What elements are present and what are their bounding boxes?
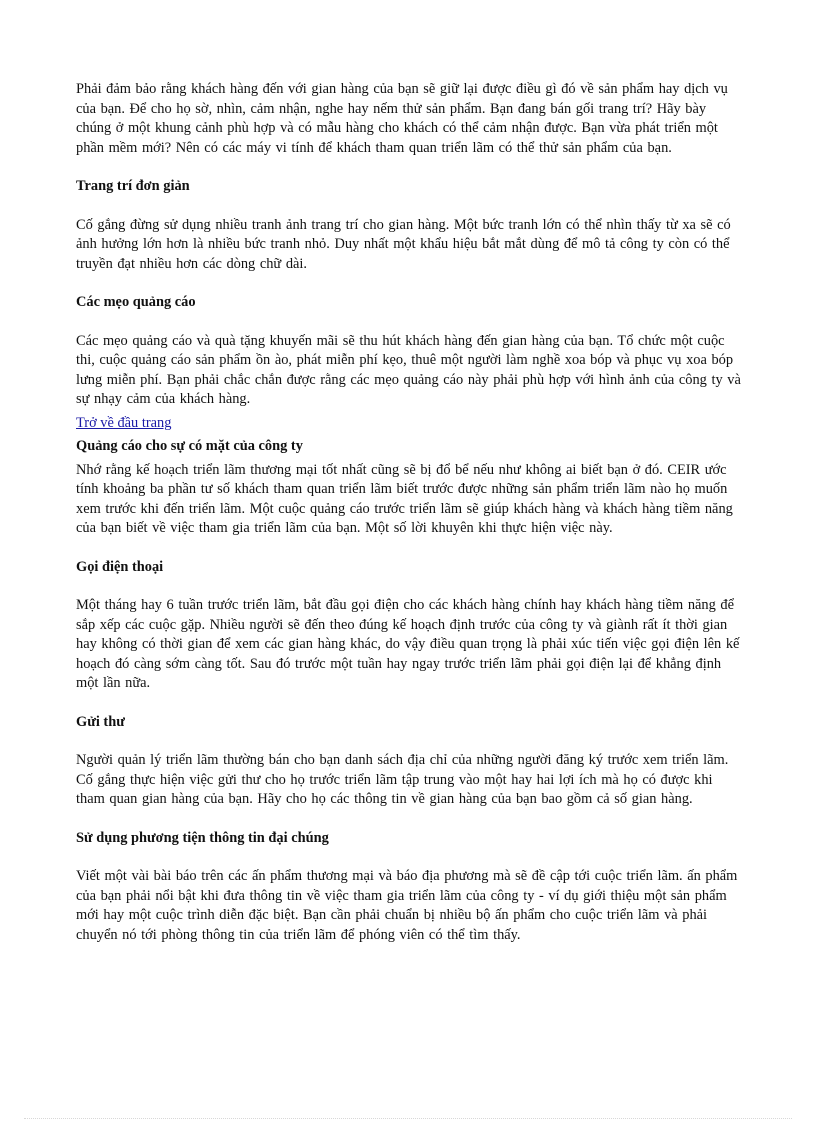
section-body-phone-calls: Một tháng hay 6 tuần trước triển lãm, bắt đầu gọi điện cho các khách hàng chính hay khách hàng tiềm năng để sắp xếp các cuộc gặp. Nhiều người sẽ đến theo đúng kế hoạch định trước của công ty và giành rất ít thời gian hay không có thời gian để xem các gian hàng khác, do vậy điều quan trọng là phải xúc tiến việc gọi điện lên kế hoạch đó càng sớm càng tốt. Sau đó trước một tuần hay ngay trước triển lãm phải gọi điện lại để khẳng định một lần nữa. [76, 597, 740, 691]
section-body-mailing: Người quản lý triển lãm thường bán cho bạn danh sách địa chỉ của những người đăng ký trước xem triển lãm. Cố gắng thực hiện việc gửi thư cho họ trước triển lãm tập trung vào một hay hai lợi ích mà họ có được khi tham quan gian hàng của bạn. Hãy cho họ các thông tin về gian hàng của bạn bao gồm cả số gian hàng. [76, 752, 729, 807]
section-heading-mailing: Gửi thư [76, 713, 125, 730]
back-to-top-link[interactable]: Trở về đầu trang [76, 414, 172, 431]
section-body-simple-decoration: Cố gắng đừng sử dụng nhiều tranh ảnh trang trí cho gian hàng. Một bức tranh lớn có thể nhìn thấy từ xa sẽ có ảnh hưởng lớn hơn là nhiều bức tranh nhỏ. Duy nhất một khẩu hiệu bắt mắt dùng để mô tả công ty còn có thể truyền đạt nhiều hơn các dòng chữ dài. [76, 216, 731, 272]
section-heading-simple-decoration: Trang trí đơn giản [76, 178, 190, 194]
page-bottom-divider [24, 1118, 792, 1119]
section-heading-company-presence: Quảng cáo cho sự có mặt của công ty [76, 438, 303, 454]
document-page [76, 80, 744, 945]
intro-paragraph: Phải đảm bảo rằng khách hàng đến với gian hàng của bạn sẽ giữ lại được điều gì đó về sản phẩm hay dịch vụ của bạn. Để cho họ sờ, nhìn, cảm nhận, nghe hay nếm thử sản phẩm. Bạn đang bán gối trang trí? Hãy bày chúng ở một khung cảnh phù hợp và có mẫu hàng cho khách có thể cảm nhận được. Bạn vừa phát triển một phần mềm mới? Nên có các máy vi tính để khách tham quan triển lãm có thể thử sản phẩm của bạn. [76, 81, 728, 156]
section-body-mass-media: Viết một vài bài báo trên các ấn phẩm thương mại và báo địa phương mà sẽ đề cập tới cuộc triển lãm. ấn phẩm của bạn phải nổi bật khi đưa thông tin về việc tham gia triển lãm của công ty - ví dụ giới thiệu một sản phẩm mới hay một cuộc trình diễn đặc biệt. Bạn cần phải chuẩn bị nhiều bộ ấn phẩm cho cuộc triển lãm và phải chuyển nó tới phòng thông tin của triển lãm để phóng viên có thể tìm thấy. [76, 868, 738, 943]
section-heading-promo-tips: Các mẹo quảng cáo [76, 294, 196, 310]
section-body-company-presence: Nhớ rằng kế hoạch triển lãm thương mại tốt nhất cũng sẽ bị đổ bể nếu như không ai biết bạn ở đó. CEIR ước tính khoảng ba phần tư số khách tham quan triển lãm biết trước được những sản phẩm triển lãm nào họ muốn xem trước khi đến triển lãm. Một cuộc quảng cáo trước triển lãm sẽ giúp khách hàng và khách hàng tiềm năng của bạn biết về việc tham gia triển lãm của bạn. Một số lời khuyên khi thực hiện việc này. [76, 461, 733, 536]
section-body-promo-tips: Các mẹo quảng cáo và quà tặng khuyến mãi sẽ thu hút khách hàng đến gian hàng của bạn. Tổ chức một cuộc thi, cuộc quảng cáo sản phẩm ồn ào, phát miễn phí kẹo, thuê một người làm nghề xoa bóp và phục vụ xoa bóp lưng miễn phí. Bạn phải chắc chắn được rằng các mẹo quảng cáo này phải phù hợp với hình ảnh của công ty và sự nhạy cảm của khách hàng. [76, 332, 741, 407]
section-heading-mass-media: Sử dụng phương tiện thông tin đại chúng [76, 829, 329, 846]
section-heading-phone-calls: Gọi điện thoại [76, 558, 164, 575]
